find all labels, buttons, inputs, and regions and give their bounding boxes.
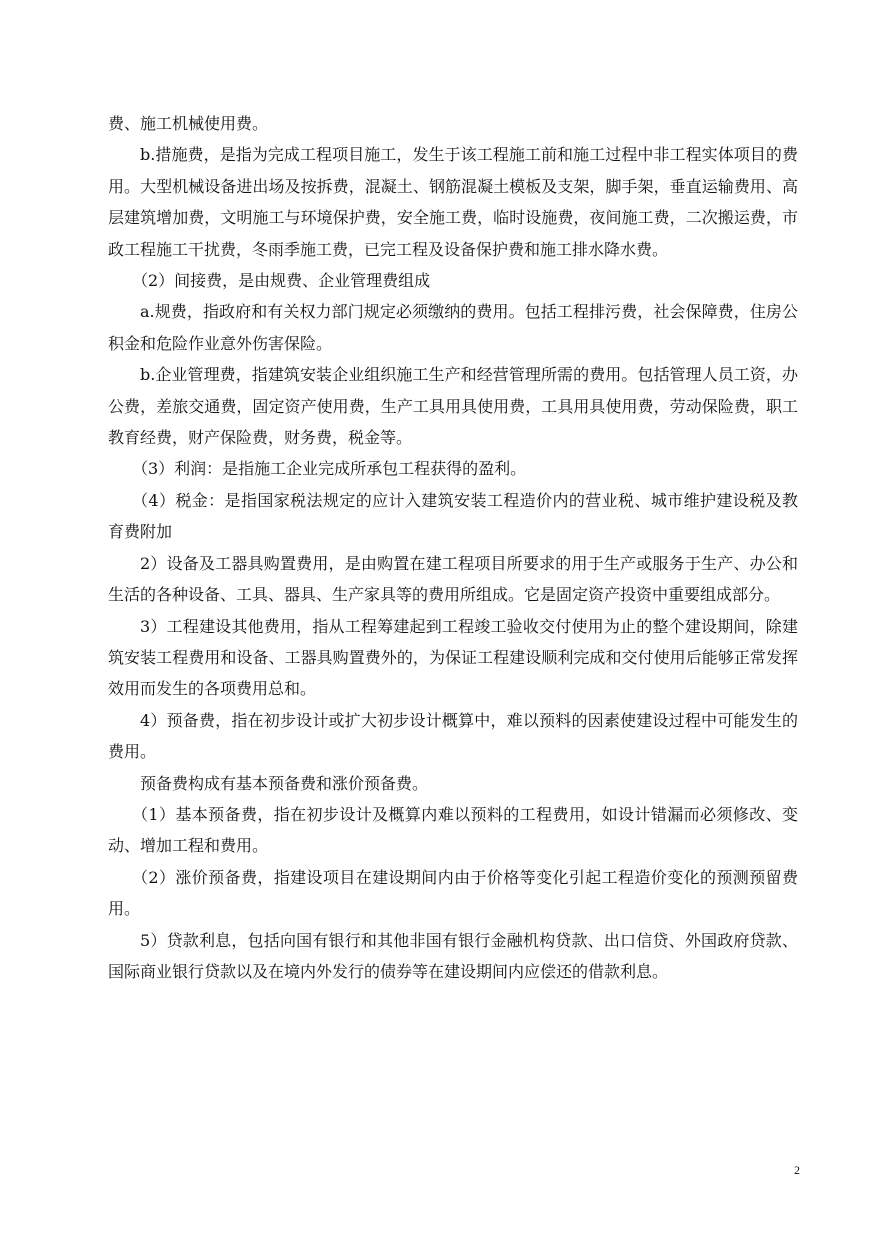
page-number: 2 (794, 1163, 800, 1177)
paragraph-11: 预备费构成有基本预备费和涨价预备费。 (140, 773, 429, 793)
paragraph-5: b.企业管理费，指建筑安装企业组织施工生产和经营管理所需的费用。包括管理人员工资，办公费，差旅交通费，固定资产使用费，生产工具用具使用费，工具用具使用费，劳动保险费，职工教育经费，财产保险费，财务费，税金等。 (108, 365, 798, 448)
paragraph-14: 5）贷款利息，包括向国有银行和其他非国有银行金融机构贷款、出口信贷、外国政府贷款、国际商业银行贷款以及在境内外发行的债券等在建设期间内应偿还的借款利息。 (108, 930, 798, 981)
paragraph-12: （1）基本预备费，指在初步设计及概算内难以预料的工程费用，如设计错漏而必须修改、变动、增加工程和费用。 (108, 804, 798, 856)
paragraph-1: 费、施工机械使用费。 (108, 114, 269, 133)
paragraph-6: （3）利润：是指施工企业完成所承包工程获得的盈利。 (132, 459, 527, 479)
paragraph-4: a.规费，指政府和有关权力部门规定必须缴纳的费用。包括工程排污费，社会保障费，住房公积金和危险作业意外伤害保险。 (108, 302, 798, 353)
paragraph-8: 2）设备及工器具购置费用，是由购置在建工程项目所要求的用于生产或服务于生产、办公和生活的各种设备、工具、器具、生产家具等的费用所组成。它是固定资产投资中重要组成部分。 (108, 553, 798, 605)
paragraph-13: （2）涨价预备费，指建设项目在建设期间内由于价格等变化引起工程造价变化的预测预留费用。 (108, 867, 798, 919)
paragraph-9: 3）工程建设其他费用，指从工程筹建起到工程竣工验收交付使用为止的整个建设期间，除建筑安装工程费用和设备、工器具购置费外的，为保证工程建设顺利完成和交付使用后能够正常发挥效用而发生的各项费用总和。 (108, 616, 798, 699)
paragraph-2: b.措施费，是指为完成工程项目施工，发生于该工程施工前和施工过程中非工程实体项目的费用。大型机械设备进出场及按拆费，混凝土、钢筋混凝土模板及支架，脚手架，垂直运输费用、高层建筑增加费，文明施工与环境保护费，安全施工费，临时设施费，夜间施工费，二次搬运费，市政工程施工干扰费，冬雨季施工费，已完工程及设备保护费和施工排水降水费。 (108, 145, 798, 259)
paragraph-7: （4）税金：是指国家税法规定的应计入建筑安装工程造价内的营业税、城市维护建设税及教育费附加 (108, 490, 798, 542)
document-body (108, 108, 798, 987)
paragraph-10: 4）预备费，指在初步设计或扩大初步设计概算中，难以预料的因素使建设过程中可能发生的费用。 (108, 710, 798, 762)
paragraph-3: （2）间接费，是由规费、企业管理费组成 (132, 271, 431, 291)
